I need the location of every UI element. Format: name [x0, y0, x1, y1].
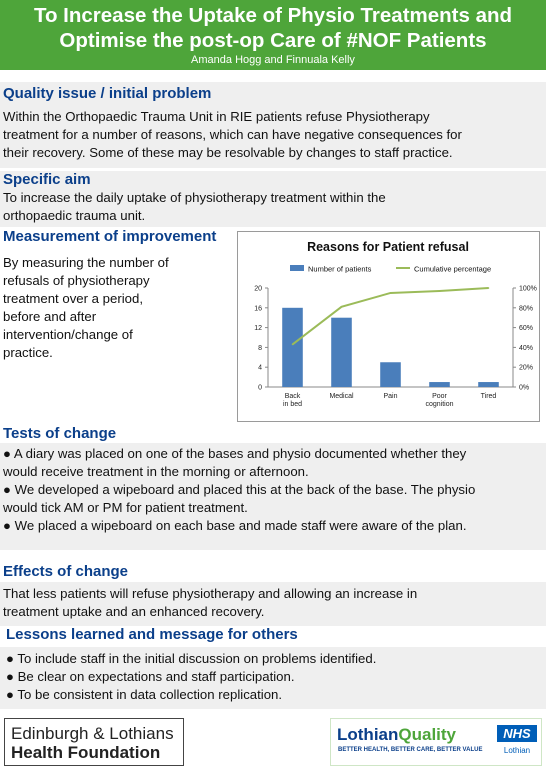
y-tick-label: 8 — [258, 344, 262, 352]
chart-bar — [282, 308, 303, 387]
effects-line: That less patients will refuse physiotherapy and allowing an increase in — [3, 586, 418, 601]
legend-label-line: Cumulative percentage — [414, 264, 492, 274]
x-tick-label: Poor — [432, 393, 447, 400]
quality-issue-line: Within the Orthopaedic Trauma Unit in RIE patients refuse Physiotherapy — [3, 109, 430, 124]
bullet-icon: ● — [6, 651, 14, 666]
poster-title-line1: To Increase the Uptake of Physio Treatments and — [33, 4, 513, 27]
nhs-lothian-label: Lothian — [503, 746, 531, 755]
tests-list — [3, 445, 543, 535]
lothian-quality-tagline: BETTER HEALTH, BETTER CARE, BETTER VALUE — [338, 747, 483, 753]
quality-issue-line: treatment for a number of reasons, which can have negative consequences for — [3, 127, 462, 142]
measurement-line: treatment over a period, — [3, 291, 144, 306]
chart-bar — [478, 382, 499, 387]
quality-issue-text — [3, 108, 543, 162]
chart-x-labels — [283, 393, 496, 408]
measurement-text — [3, 254, 233, 362]
lessons-item — [6, 668, 542, 686]
x-tick-label: Pain — [383, 393, 398, 400]
y2-tick-label: 0% — [519, 384, 530, 392]
tests-item-text: We developed a wipeboard and placed this at the back of the base. The physio — [14, 482, 476, 497]
y-tick-label: 4 — [258, 364, 262, 372]
measurement-line: practice. — [3, 345, 53, 360]
cumulative-line — [293, 288, 489, 344]
measurement-line: refusals of physiotherapy — [3, 273, 150, 288]
bullet-icon: ● — [3, 446, 11, 461]
lessons-item — [6, 686, 542, 704]
lothian-quality-logo — [330, 718, 542, 766]
lessons-title: Lessons learned and message for others — [6, 626, 298, 643]
effects-line: treatment uptake and an enhanced recovery. — [3, 604, 265, 619]
refusal-chart — [237, 231, 540, 422]
cumulative-point — [341, 306, 343, 308]
cumulative-point — [292, 344, 294, 346]
x-tick-label: cognition — [425, 401, 454, 408]
chart-bar — [429, 382, 450, 387]
lq-part1: Lothian — [337, 725, 399, 744]
tests-item-text: A diary was placed on one of the bases and physio documented whether they — [13, 446, 467, 461]
chart-title: Reasons for Patient refusal — [307, 240, 469, 254]
y2-tick-label: 40% — [519, 344, 534, 352]
y-tick-label: 0 — [258, 384, 262, 392]
x-tick-label: Back — [284, 393, 301, 400]
legend-swatch-bars — [290, 265, 304, 271]
chart-bar — [380, 362, 401, 387]
poster-authors: Amanda Hogg and Finnuala Kelly — [191, 54, 355, 66]
x-tick-label: Tired — [480, 393, 497, 400]
bullet-icon: ● — [6, 669, 14, 684]
y-tick-label: 20 — [254, 285, 262, 293]
tests-item — [3, 517, 543, 535]
logo-left-line1: Edinburgh & Lothians — [11, 724, 174, 743]
cumulative-point — [390, 292, 392, 294]
cumulative-point — [439, 290, 441, 292]
specific-aim-line: To increase the daily uptake of physiotherapy treatment within the — [3, 190, 386, 205]
lessons-item — [6, 650, 542, 668]
lessons-list — [6, 650, 542, 704]
y2-tick-label: 60% — [519, 325, 534, 333]
chart-cumulative-line — [292, 287, 490, 345]
measurement-line: By measuring the number of — [3, 255, 169, 270]
x-tick-label: Medical — [329, 393, 354, 400]
measurement-title: Measurement of improvement — [3, 228, 217, 245]
cumulative-point — [488, 287, 490, 289]
specific-aim-text — [3, 189, 543, 225]
lessons-item-text: Be clear on expectations and staff participation. — [17, 669, 295, 684]
legend-label-bars: Number of patients — [308, 264, 372, 274]
tests-item — [3, 481, 543, 499]
chart-bars — [282, 308, 499, 387]
refusal-chart-svg — [238, 232, 539, 421]
tests-item-continued: would receive treatment in the morning or afternoon. — [3, 464, 309, 479]
measurement-line: before and after — [3, 309, 97, 324]
tests-item-continued: would tick AM or PM for patient treatment. — [3, 500, 248, 515]
effects-text — [3, 585, 543, 621]
poster-title-line2: Optimise the post-op Care of #NOF Patients — [59, 29, 487, 52]
edinburgh-lothians-logo — [4, 718, 184, 766]
lessons-item-text: To be consistent in data collection replication. — [17, 687, 283, 702]
effects-title: Effects of change — [3, 563, 129, 580]
quality-issue-line: their recovery. Some of these may be resolvable by changes to staff practice. — [3, 145, 453, 160]
y2-tick-label: 80% — [519, 305, 534, 313]
bullet-icon: ● — [6, 687, 14, 702]
tests-item — [3, 445, 543, 463]
poster-header — [0, 0, 546, 70]
y2-tick-label: 20% — [519, 364, 534, 372]
y2-tick-label: 100% — [519, 285, 537, 293]
logo-left-line2: Health Foundation — [11, 743, 161, 762]
y-tick-label: 12 — [254, 325, 262, 333]
quality-issue-title: Quality issue / initial problem — [3, 85, 212, 102]
specific-aim-line: orthopaedic trauma unit. — [3, 208, 146, 223]
nhs-logo: NHS — [497, 725, 537, 742]
bullet-icon: ● — [3, 518, 11, 533]
lothian-quality-wordmark — [337, 725, 456, 745]
chart-bar — [331, 318, 352, 387]
measurement-line: intervention/change of — [3, 327, 133, 342]
lq-part2: Quality — [398, 725, 457, 744]
specific-aim-title: Specific aim — [3, 171, 91, 188]
bullet-icon: ● — [3, 482, 11, 497]
y-tick-label: 16 — [254, 305, 262, 313]
tests-title: Tests of change — [3, 425, 117, 442]
lessons-item-text: To include staff in the initial discussion on problems identified. — [17, 651, 377, 666]
x-tick-label: in bed — [282, 401, 303, 408]
tests-item-text: We placed a wipeboard on each base and made staff were aware of the plan. — [14, 518, 467, 533]
